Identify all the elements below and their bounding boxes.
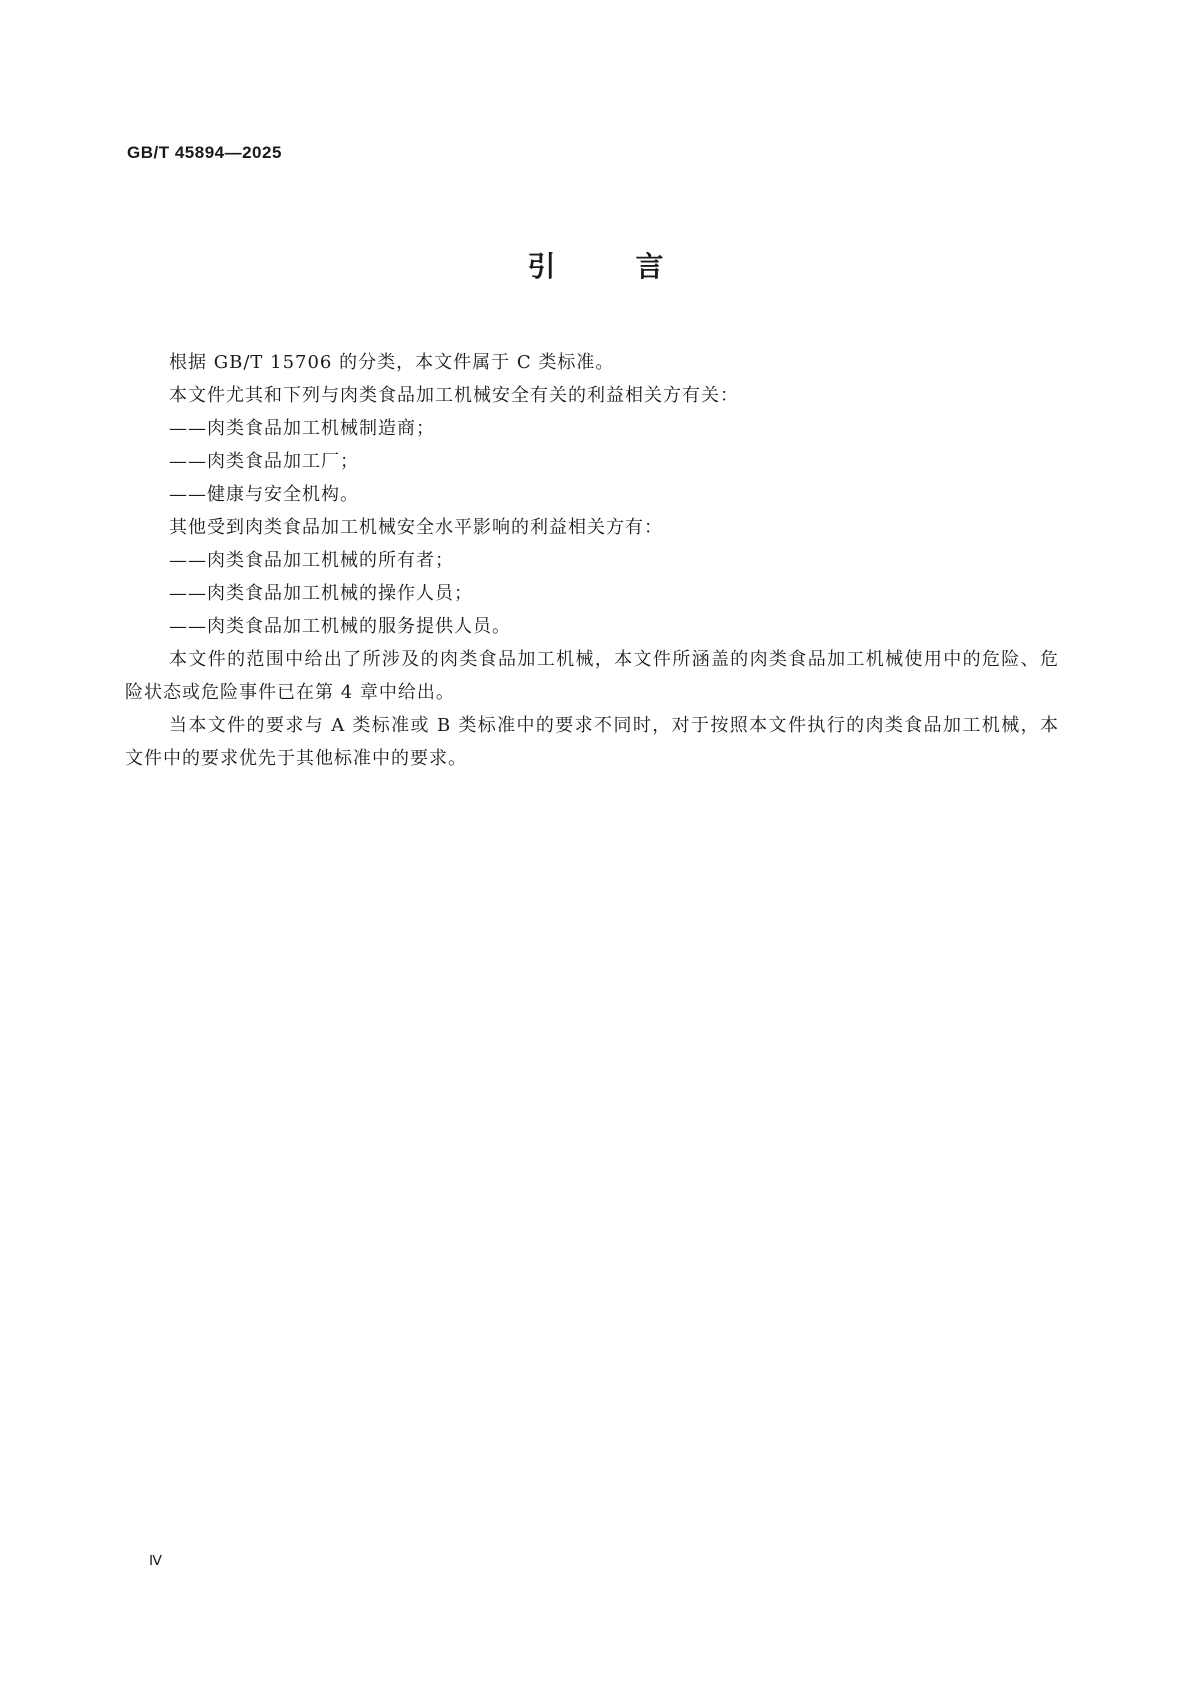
page-number: Ⅳ [149,1554,162,1569]
list-item-health-safety-bodies: ——健康与安全机构。 [169,484,359,505]
section-title [0,245,1191,285]
paragraph-precedence: 当本文件的要求与 A 类标准或 B 类标准中的要求不同时，对于按照本文件执行的肉类食品加工机械，本文件中的要求优先于其他标准中的要求。 [125,715,1059,769]
section-title-char-2: 言 [635,250,664,283]
list-item-service-providers: ——肉类食品加工机械的服务提供人员。 [169,616,511,637]
introduction-body [125,346,1059,775]
list-item-owners: ——肉类食品加工机械的所有者； [169,550,454,571]
paragraph-stakeholders-intro: 本文件尤其和下列与肉类食品加工机械安全有关的利益相关方有关： [169,385,739,406]
paragraph-other-stakeholders: 其他受到肉类食品加工机械安全水平影响的利益相关方有： [169,517,663,538]
list-item-processing-plants: ——肉类食品加工厂； [169,451,359,472]
paragraph-classification: 根据 GB/T 15706 的分类，本文件属于 C 类标准。 [169,352,615,373]
section-title-char-1: 引 [527,250,556,283]
paragraph-scope-hazards: 本文件的范围中给出了所涉及的肉类食品加工机械，本文件所涵盖的肉类食品加工机械使用中的危险、危险状态或危险事件已在第 4 章中给出。 [125,649,1059,703]
list-item-manufacturers: ——肉类食品加工机械制造商； [169,418,435,439]
list-item-operators: ——肉类食品加工机械的操作人员； [169,583,473,604]
document-code: GB/T 45894—2025 [127,143,282,162]
